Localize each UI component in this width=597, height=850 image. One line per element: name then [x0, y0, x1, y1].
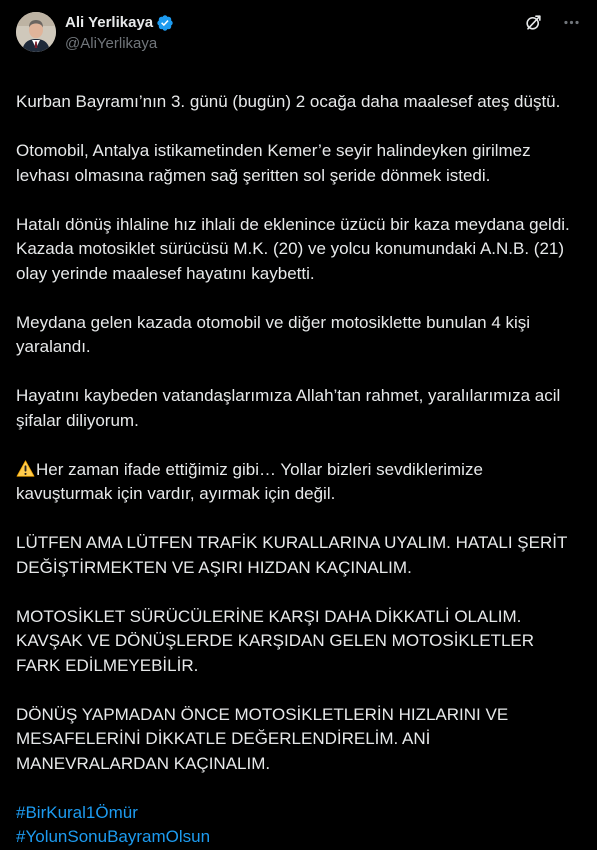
- tweet-paragraph: Hatalı dönüş ihlaline hız ihlali de eklenince üzücü bir kaza meydana geldi. Kazada motosiklet sürücüsü M.K. (20) ve yolcu konumundaki A.N.B. (21) olay yerinde maalesef hayatını kaybetti.: [16, 214, 570, 283]
- avatar-image: [16, 12, 56, 52]
- tweet-paragraph: Otomobil, Antalya istikametinden Kemer’e seyir halindeyken girilmez levhası olmasına rağmen sağ şeritten sol şeride dönmek istedi.: [16, 141, 531, 185]
- hashtag-link[interactable]: #YolunSonuBayramOlsun: [16, 827, 211, 846]
- warning-icon: [16, 460, 35, 477]
- author-info: [65, 13, 174, 54]
- tweet-paragraph: Kurban Bayramı’nın 3. günü (bugün) 2 ocağa daha maalesef ateş düştü.: [16, 92, 561, 111]
- header-actions: [524, 12, 581, 32]
- warning-text: Her zaman ifade ettiğimiz gibi… Yollar bizleri sevdiklerimize kavuşturmak için vardır, ayırmak için değil.: [16, 459, 483, 503]
- tweet-paragraph: Hayatını kaybeden vatandaşlarımıza Allah’tan rahmet, yaralılarımıza acil şifalar diliyorum.: [16, 386, 561, 430]
- tweet-header: [16, 12, 581, 56]
- display-name[interactable]: Ali Yerlikaya: [65, 14, 154, 31]
- avatar[interactable]: [16, 12, 56, 52]
- tweet-paragraph: DÖNÜŞ YAPMADAN ÖNCE MOTOSİKLETLERİN HIZLARINI VE MESAFELERİNİ DİKKATLE DEĞERLENDİRELİM. ANİ MANEVRALARDAN KAÇINALIM.: [16, 704, 509, 773]
- tweet-paragraph: MOTOSİKLET SÜRÜCÜLERİNE KARŞI DAHA DİKKATLİ OLALIM. KAVŞAK VE DÖNÜŞLERDE KARŞIDAN GELEN MOTOSİKLETLER FARK EDİLMEYEBİLİR.: [16, 606, 535, 675]
- handle[interactable]: @AliYerlikaya: [65, 35, 158, 52]
- more-options-icon[interactable]: [562, 13, 581, 32]
- hashtag-list: [16, 801, 582, 850]
- hashtag-link[interactable]: #BirKural1Ömür: [16, 802, 138, 822]
- verified-badge-icon: [156, 14, 174, 32]
- tweet-paragraph: LÜTFEN AMA LÜTFEN TRAFİK KURALLARINA UYALIM. HATALI ŞERİT DEĞİŞTİRMEKTEN VE AŞIRI HIZDAN KAÇINALIM.: [16, 533, 568, 577]
- grok-icon[interactable]: [524, 13, 543, 32]
- tweet-paragraph: Meydana gelen kazada otomobil ve diğer motosiklette bunulan 4 kişi yaralandı.: [16, 312, 531, 356]
- tweet-paragraph-warning: [16, 458, 582, 507]
- tweet-text: [16, 90, 582, 850]
